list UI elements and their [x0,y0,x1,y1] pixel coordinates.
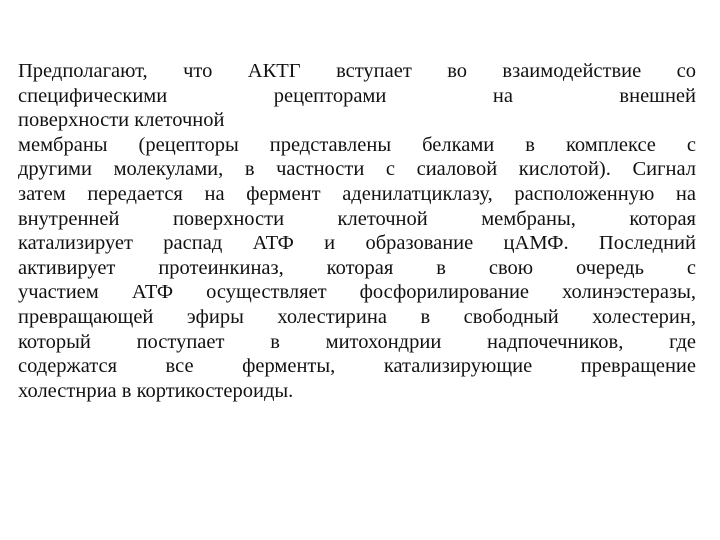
text-line: поверхности клеточной [18,109,225,132]
text-line: холестнриа в кортикостероиды. [18,379,294,402]
text-line: который поступает в митохондрии надпочечников, где [18,330,696,353]
text-line: другими молекулами, в частности с сиаловой кислотой). Сигнал [18,158,696,181]
text-line: катализирует распад АТФ и образование цАМФ. Последний [18,232,696,255]
text-line: Предполагают, что АКТГ вступает во взаимодействие со [18,60,696,82]
text-line: специфическими рецепторами на внешней [18,84,696,107]
text-line: внутренней поверхности клеточной мембраны, которая [18,207,696,230]
text-line: активирует протеинкиназ, которая в свою очередь с [18,256,696,279]
body-text [18,59,696,403]
text-line: содержатся все ферменты, катализирующие превращение [18,355,696,378]
text-line: затем передается на фермент аденилатциклазу, расположенную на [18,182,696,205]
text-line: превращающей эфиры холестирина в свободный холестерин, [18,305,696,328]
text-line: участием АТФ осуществляет фосфорилирование холинэстеразы, [18,281,696,304]
text-line: мембраны (рецепторы представлены белками в комплексе с [18,133,696,156]
